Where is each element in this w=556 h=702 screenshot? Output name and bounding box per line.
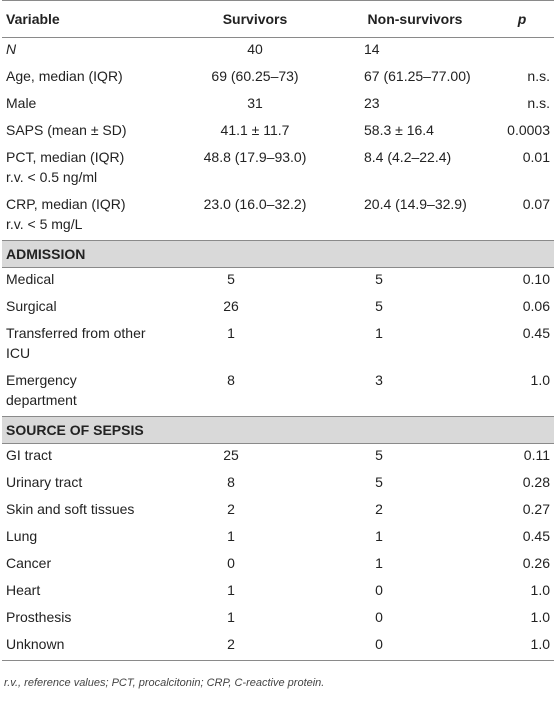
table-row: [2, 65, 554, 92]
non-survivors-cell: 0: [375, 609, 383, 625]
table-row: [2, 146, 554, 193]
p-cell: 0.07: [522, 196, 550, 212]
row-label-continued: department: [6, 392, 77, 408]
row-label: CRP, median (IQR): [6, 196, 126, 212]
non-survivors-cell: 5: [375, 447, 383, 463]
section-header-row: [2, 417, 554, 444]
header-survivors: Survivors: [170, 1, 340, 38]
non-survivors-cell: 23: [364, 95, 380, 111]
table-row: [2, 444, 554, 472]
p-cell: 1.0: [530, 582, 550, 598]
survivors-cell: 1: [227, 609, 235, 625]
non-survivors-cell: 5: [375, 298, 383, 314]
row-label-reference: r.v. < 5 mg/L: [6, 216, 83, 232]
row-label: PCT, median (IQR): [6, 149, 125, 165]
p-cell: 0.01: [522, 149, 550, 165]
p-cell: 1.0: [490, 633, 554, 661]
survivors-cell: 2: [227, 501, 235, 517]
survivors-cell: 69 (60.25–73): [211, 68, 299, 84]
table-row: [2, 633, 554, 661]
survivors-cell: 40: [247, 41, 263, 57]
row-label: Emergency: [6, 372, 77, 388]
row-label: Surgical: [6, 298, 57, 314]
header-non-survivors: Non-survivors: [340, 1, 490, 38]
survivors-cell: 26: [223, 298, 239, 314]
survivors-cell: 23.0 (16.0–32.2): [203, 196, 307, 212]
table-row: [2, 322, 554, 369]
survivors-cell: 8: [227, 474, 235, 490]
non-survivors-cell: 0: [340, 633, 490, 661]
table-row: [2, 579, 554, 606]
sepsis-table: [2, 0, 554, 661]
table-row: [2, 525, 554, 552]
p-cell: 1.0: [530, 609, 550, 625]
table-row: [2, 606, 554, 633]
row-label: Transferred from other: [6, 325, 146, 341]
table-row: [2, 38, 554, 66]
p-cell: 0.11: [523, 447, 550, 463]
section-source-title: SOURCE OF SEPSIS: [2, 417, 554, 444]
row-label: Skin and soft tissues: [6, 501, 135, 517]
table-row: [2, 552, 554, 579]
table-row: [2, 268, 554, 296]
table-row: [2, 471, 554, 498]
p-cell: 0.27: [522, 501, 550, 517]
row-label: GI tract: [6, 447, 52, 463]
header-variable: Variable: [2, 1, 170, 38]
p-cell: [490, 38, 554, 66]
non-survivors-cell: 67 (61.25–77.00): [364, 68, 471, 84]
survivors-cell: 48.8 (17.9–93.0): [203, 149, 307, 165]
p-cell: 0.28: [522, 474, 550, 490]
table-footnote: r.v., reference values; PCT, procalcitonin; CRP, C-reactive protein.: [4, 677, 325, 689]
survivors-cell: 5: [227, 271, 235, 287]
table-row: [2, 92, 554, 119]
non-survivors-cell: 2: [375, 501, 383, 517]
non-survivors-cell: 20.4 (14.9–32.9): [364, 196, 467, 212]
row-label: Cancer: [6, 555, 52, 571]
table-row: [2, 119, 554, 146]
section-admission-title: ADMISSION: [2, 241, 554, 268]
p-cell: n.s.: [527, 95, 550, 111]
non-survivors-cell: 58.3 ± 16.4: [364, 122, 434, 138]
table-row: [2, 369, 554, 417]
row-label-continued: ICU: [6, 345, 31, 361]
p-cell: 0.10: [522, 271, 550, 287]
p-cell: 1.0: [530, 372, 550, 388]
survivors-cell: 1: [227, 325, 235, 341]
survivors-cell: 8: [227, 372, 235, 388]
row-label: Age, median (IQR): [6, 68, 123, 84]
row-label: Medical: [6, 271, 55, 287]
row-label: Male: [6, 95, 37, 111]
non-survivors-cell: 8.4 (4.2–22.4): [364, 149, 452, 165]
survivors-cell: 2: [170, 633, 340, 661]
section-header-row: [2, 241, 554, 268]
survivors-cell: 41.1 ± 11.7: [220, 122, 290, 138]
non-survivors-cell: 5: [375, 474, 383, 490]
row-label: Lung: [6, 528, 38, 544]
row-label: Heart: [6, 582, 41, 598]
row-label: Unknown: [2, 633, 170, 661]
table-row: [2, 498, 554, 525]
row-label: N: [6, 41, 17, 57]
p-cell: 0.45: [522, 528, 550, 544]
non-survivors-cell: 14: [364, 41, 380, 57]
table-row: [2, 295, 554, 322]
survivors-cell: 31: [247, 95, 263, 111]
survivors-cell: 1: [227, 582, 235, 598]
non-survivors-cell: 1: [375, 528, 383, 544]
row-label-reference: r.v. < 0.5 ng/ml: [6, 169, 98, 185]
header-row: [2, 1, 554, 38]
non-survivors-cell: 0: [375, 582, 383, 598]
non-survivors-cell: 3: [375, 372, 383, 388]
table-row: [2, 193, 554, 241]
row-label: Urinary tract: [6, 474, 83, 490]
non-survivors-cell: 1: [375, 555, 383, 571]
header-p: p: [490, 1, 554, 38]
row-label: SAPS (mean ± SD): [6, 122, 127, 138]
non-survivors-cell: 1: [375, 325, 383, 341]
p-cell: 0.45: [522, 325, 550, 341]
p-cell: 0.26: [522, 555, 550, 571]
survivors-cell: 0: [227, 555, 235, 571]
non-survivors-cell: 5: [375, 271, 383, 287]
p-cell: 0.06: [522, 298, 550, 314]
survivors-cell: 1: [227, 528, 235, 544]
survivors-cell: 25: [223, 447, 239, 463]
p-cell: n.s.: [527, 68, 550, 84]
p-cell: 0.0003: [507, 122, 550, 138]
row-label: Prosthesis: [6, 609, 72, 625]
